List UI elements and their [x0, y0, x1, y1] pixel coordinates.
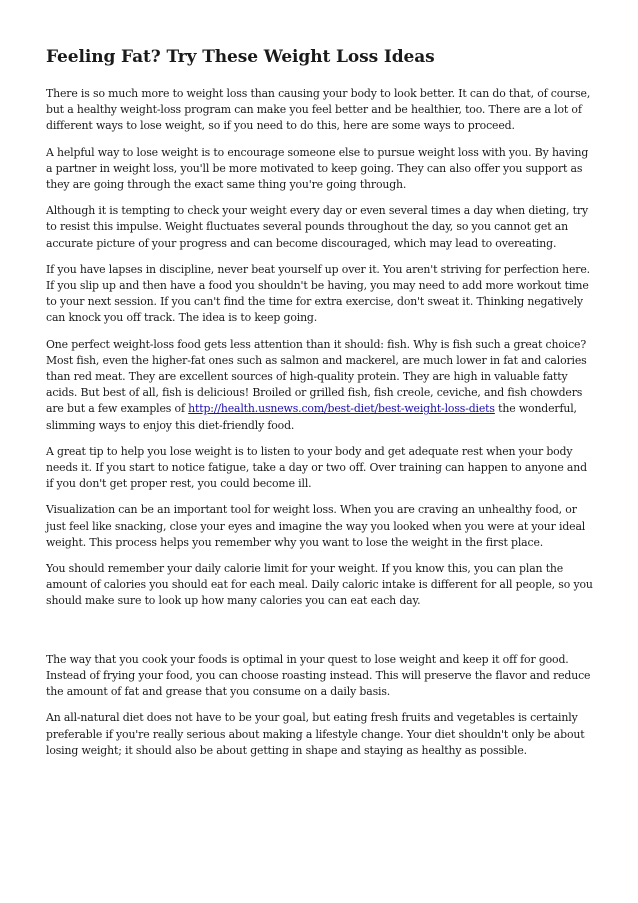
- paragraph-intro: There is so much more to weight loss than causing your body to look better. It can do that, of course, but a healthy weight-loss program can make you feel better and be healthier, too. There are a lot of different ways to lose weight, so if you need to do this, here are some ways to proceed.: [46, 87, 591, 133]
- paragraph-rest: A great tip to help you lose weight is to listen to your body and get adequate rest when your body needs it. If you start to notice fatigue, take a day or two off. Over training can happen to anyone and if you don't get proper rest, you could become ill.: [46, 444, 587, 491]
- paragraph-visualization: Visualization can be an important tool for weight loss. When you are craving an unhealthy food, or just feel like snacking, close your eyes and imagine the way you looked when you were at your ideal weight. This process helps you remember why you want to lose the weight in the first place.: [46, 503, 586, 549]
- paragraph-calorie-limit: You should remember your daily calorie limit for your weight. If you know this, you can plan the amount of calories you should eat for each meal. Daily caloric intake is different for all people, so you should make sure to look up how many calories you can eat each day.: [46, 562, 593, 608]
- fish-text-after: the wonderful, slimming ways to enjoy this diet-friendly food.: [46, 402, 577, 432]
- spacer: [46, 620, 594, 652]
- paragraph-discipline: If you have lapses in discipline, never beat yourself up over it. You aren't striving for perfection here. If you slip up and then have a food you shouldn't be having, you may need to add more workout time to your next session. If you can't find the time for extra exercise, don't sweat it. Thinking negatively can knock you off track. The idea is to keep going.: [46, 262, 590, 325]
- paragraph-natural-diet: An all-natural diet does not have to be your goal, but eating fresh fruits and vegetables is certainly preferable if you're really serious about making a lifestyle change. Your diet shouldn't only be about losing weight; it should also be about getting in shape and staying as healthy as possible.: [46, 711, 585, 757]
- paragraph-cooking: The way that you cook your foods is optimal in your quest to lose weight and keep it off for good. Instead of frying your food, you can choose roasting instead. This will preserve the flavor and reduce the amount of fat and grease that you consume on a daily basis.: [46, 652, 591, 699]
- document-page: [46, 46, 594, 769]
- page-title: Feeling Fat? Try These Weight Loss Ideas: [46, 47, 435, 67]
- paragraph-partner: A helpful way to lose weight is to encourage someone else to pursue weight loss with you. By having a partner in weight loss, you'll be more motivated to keep going. They can also offer you support as they are going through the exact same thing you're going through.: [46, 145, 589, 192]
- diet-link[interactable]: http://health.usnews.com/best-diet/best-weight-loss-diets: [188, 402, 495, 416]
- fish-text-before: One perfect weight-loss food gets less attention than it should: fish. Why is fish such a great choice? Most fish, even the higher-fat ones such as salmon and mackerel, are much lower in fat and calories than red meat. They are excellent sources of high-quality protein. They are high in valuable fatty acids. But best of all, fish is delicious! Broiled or grilled fish, fish creole, ceviche, and fish chowders are but a few examples of: [46, 337, 587, 416]
- paragraph-fish: [46, 337, 594, 434]
- paragraph-weigh-in: Although it is tempting to check your weight every day or even several times a day when dieting, try to resist this impulse. Weight fluctuates several pounds throughout the day, so you cannot get an accurate picture of your progress and can become discouraged, which may lead to overeating.: [46, 204, 588, 250]
